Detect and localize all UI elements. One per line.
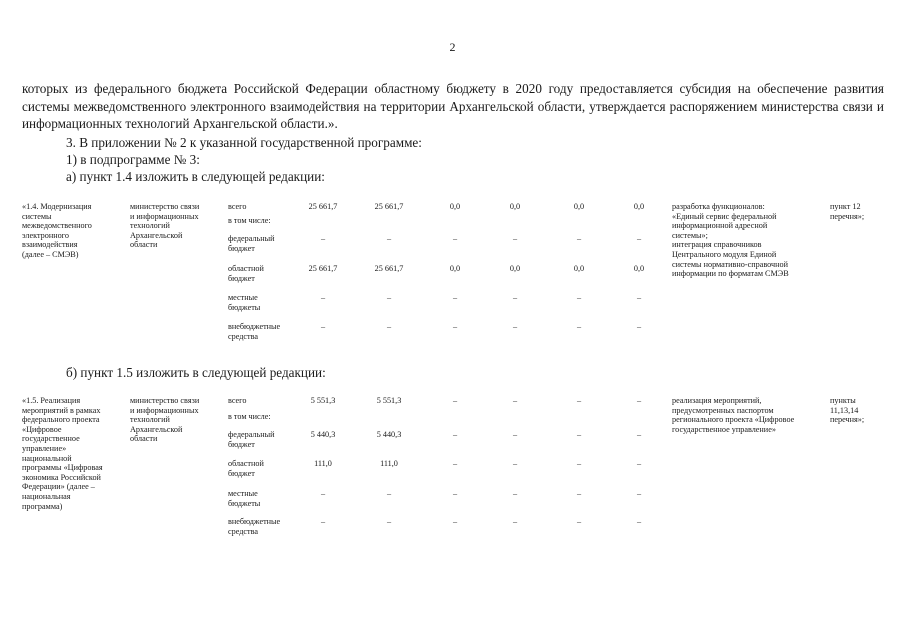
funding-value: 0,0: [449, 202, 461, 211]
responsible-executor: министерство связи и информационных технологий Архангельской области: [130, 396, 200, 444]
funding-value: 5 551,3: [310, 396, 336, 405]
funding-value: –: [636, 293, 642, 302]
funding-value: –: [452, 430, 458, 439]
funding-value: –: [386, 322, 392, 331]
funding-value: 0,0: [633, 264, 645, 273]
funding-value: –: [636, 517, 642, 526]
funding-source: областной бюджет: [228, 459, 264, 478]
funding-value: –: [386, 234, 392, 243]
funding-value: –: [576, 517, 582, 526]
funding-value: –: [636, 322, 642, 331]
funding-value: 0,0: [573, 264, 585, 273]
funding-value: 25 661,7: [374, 202, 404, 211]
funding-value: –: [576, 322, 582, 331]
funding-value: 0,0: [509, 264, 521, 273]
responsible-executor: министерство связи и информационных технологий Архангельской области: [130, 202, 200, 250]
funding-value: –: [452, 489, 458, 498]
list-reference: пункты 11,13,14 перечня»;: [830, 396, 865, 425]
page-number: 2: [449, 40, 456, 54]
funding-value: –: [452, 396, 458, 405]
funding-value: –: [386, 517, 392, 526]
funding-value: –: [512, 430, 518, 439]
funding-value: 0,0: [509, 202, 521, 211]
funding-value: –: [512, 489, 518, 498]
funding-value: –: [512, 396, 518, 405]
funding-value: –: [320, 517, 326, 526]
funding-value: –: [320, 234, 326, 243]
funding-value: 111,0: [380, 459, 398, 468]
funding-value: –: [576, 234, 582, 243]
funding-value: –: [636, 489, 642, 498]
funding-value: –: [576, 396, 582, 405]
funding-value: –: [576, 430, 582, 439]
funding-value: 111,0: [314, 459, 332, 468]
funding-value: –: [512, 234, 518, 243]
funding-value: –: [636, 234, 642, 243]
funding-value: –: [452, 293, 458, 302]
funding-value: –: [576, 293, 582, 302]
funding-value: –: [512, 459, 518, 468]
intro-paragraph: которых из федерального бюджета Российской Федерации областному бюджету в 2020 году предоставляется субсидия на обеспечение развития системы межведомственного электронного взаимодействия на территории Архангельской области, утверждается распоряжением министерства связи и информационных технологий Архангельской области.».: [22, 81, 884, 131]
item-b-text: б) пункт 1.5 изложить в следующей редакции:: [66, 365, 326, 380]
funding-value: 0,0: [573, 202, 585, 211]
funding-value: –: [320, 293, 326, 302]
funding-value: –: [452, 459, 458, 468]
funding-source: местные бюджеты: [228, 489, 261, 508]
funding-source: федеральный бюджет: [228, 430, 275, 449]
funding-source: местные бюджеты: [228, 293, 261, 312]
funding-value: 5 440,3: [310, 430, 336, 439]
funding-value: –: [512, 293, 518, 302]
funding-source: областной бюджет: [228, 264, 264, 283]
funding-value: –: [636, 396, 642, 405]
funding-value: –: [452, 517, 458, 526]
list-reference: пункт 12 перечня»;: [830, 202, 865, 221]
funding-value: –: [636, 430, 642, 439]
funding-value: –: [386, 293, 392, 302]
funding-value: –: [320, 489, 326, 498]
funding-source: всего: [228, 396, 247, 405]
expected-result: реализация мероприятий, предусмотренных паспортом регионального проекта «Цифровое государственное управление»: [672, 396, 795, 434]
funding-source: федеральный бюджет: [228, 234, 275, 253]
funding-value: 0,0: [633, 202, 645, 211]
funding-value: –: [636, 459, 642, 468]
funding-source: всего: [228, 202, 247, 211]
funding-source: в том числе:: [228, 412, 271, 421]
point-3-text: 3. В приложении № 2 к указанной государственной программе:: [66, 135, 422, 150]
funding-value: –: [512, 322, 518, 331]
funding-value: –: [512, 517, 518, 526]
funding-source: внебюджетные средства: [228, 517, 281, 536]
funding-value: 5 440,3: [376, 430, 402, 439]
measure-name: «1.5. Реализация мероприятий в рамках федерального проекта «Цифровое государственное управление» национальной программы «Цифровая экономика Российской Федерации» (далее – национальная программа): [22, 396, 103, 511]
expected-result: разработка функционалов: «Единый сервис федеральной информационной адресной системы»; интеграция справочников Центрального модуля Единой системы нормативно-справочной информации по форматам СМЭВ: [672, 202, 789, 279]
funding-value: 5 551,3: [376, 396, 402, 405]
funding-value: 0,0: [449, 264, 461, 273]
funding-value: –: [576, 459, 582, 468]
funding-value: –: [386, 489, 392, 498]
funding-value: –: [452, 234, 458, 243]
funding-value: –: [452, 322, 458, 331]
subprogram-3-text: 1) в подпрограмме № 3:: [66, 152, 200, 167]
item-a-text: а) пункт 1.4 изложить в следующей редакции:: [66, 169, 325, 184]
funding-source: внебюджетные средства: [228, 322, 281, 341]
funding-value: 25 661,7: [308, 202, 338, 211]
funding-value: 25 661,7: [308, 264, 338, 273]
measure-name: «1.4. Модернизация системы межведомственного электронного взаимодействия (далее – СМЭВ): [22, 202, 92, 259]
funding-value: –: [320, 322, 326, 331]
funding-value: –: [576, 489, 582, 498]
funding-source: в том числе:: [228, 216, 271, 225]
funding-value: 25 661,7: [374, 264, 404, 273]
